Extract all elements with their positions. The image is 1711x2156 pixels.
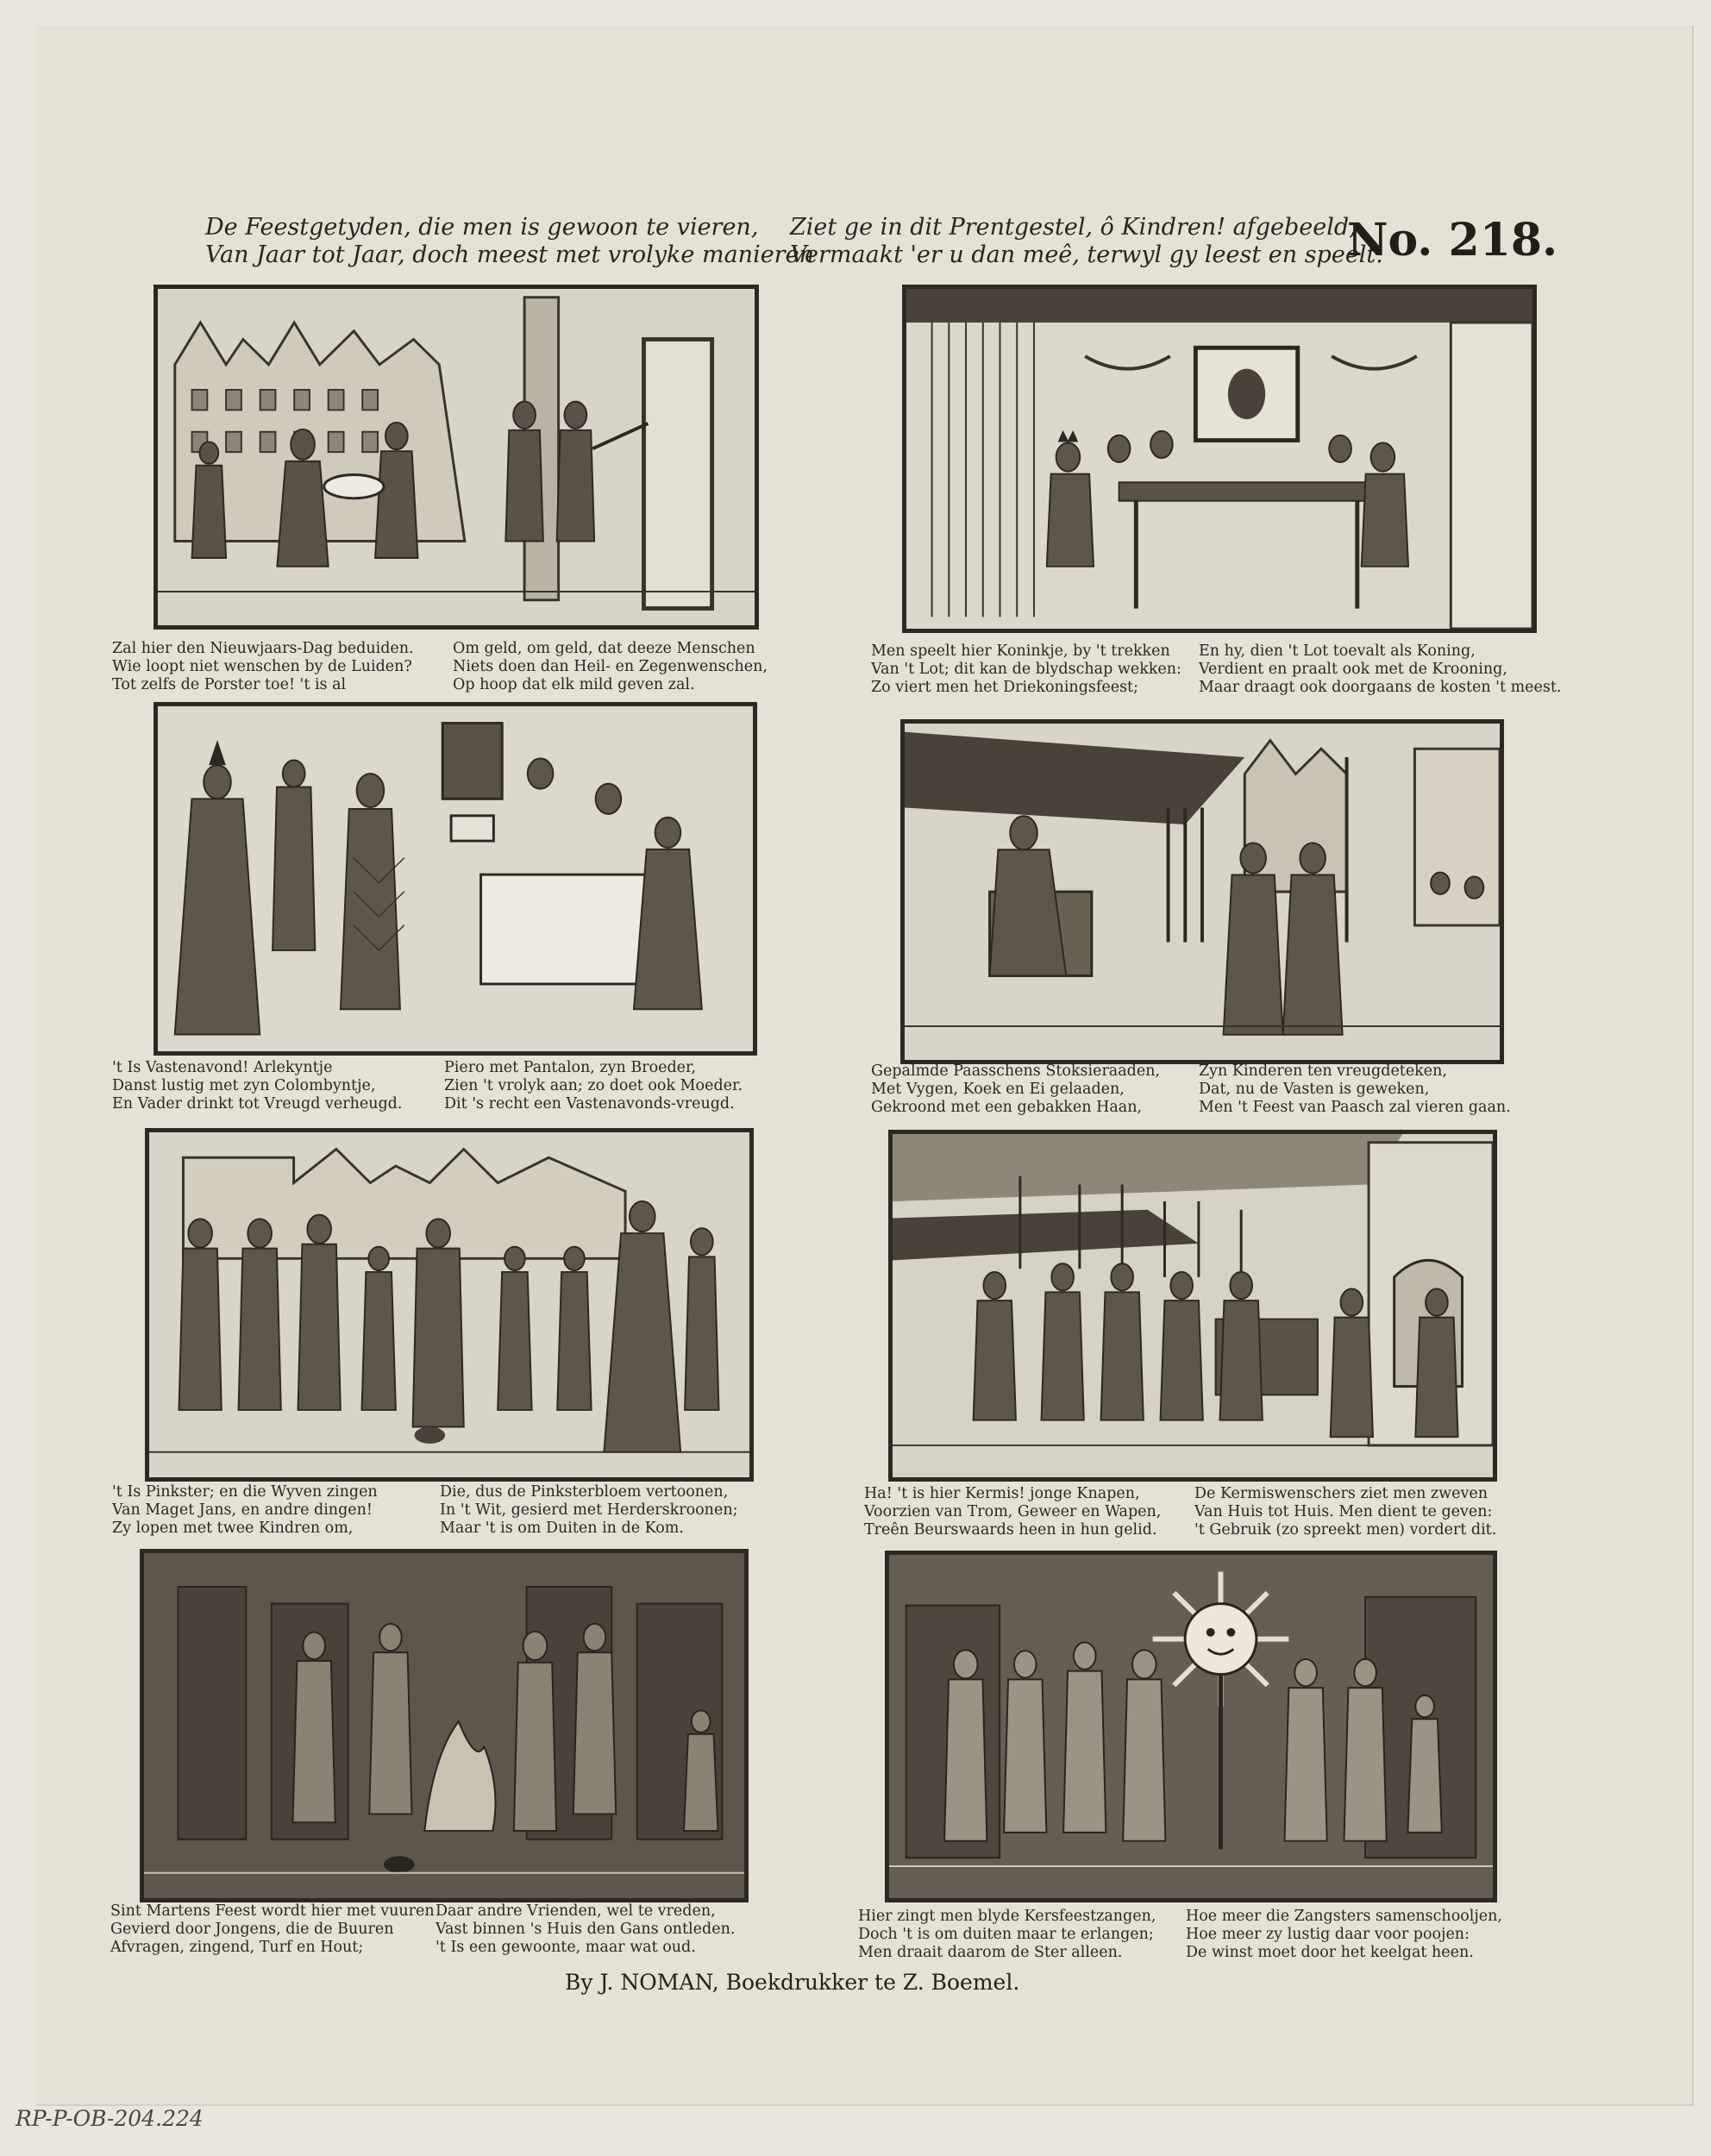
caption-line: Maar 't is om Duiten in de Kom. bbox=[440, 1520, 684, 1537]
caption-line: De winst moet door het keelgat heen. bbox=[1186, 1944, 1474, 1961]
caption-kermis-left bbox=[864, 1485, 1192, 1539]
woodcut-pentecost-illustration bbox=[149, 1132, 749, 1477]
caption-line: Met Vygen, Koek en Ei gelaaden, bbox=[871, 1081, 1125, 1098]
caption-line: Niets doen dan Heil- en Zegenwenschen, bbox=[453, 658, 768, 675]
woodcut-panel-pentecost bbox=[145, 1128, 754, 1482]
caption-kermis-right bbox=[1194, 1485, 1539, 1539]
caption-line: Op hoop dat elk mild geven zal. bbox=[453, 676, 695, 693]
caption-line: Van 't Lot; dit kan de blydschap wekken: bbox=[871, 661, 1181, 678]
caption-line: En hy, dien 't Lot toevalt als Koning, bbox=[1199, 642, 1476, 660]
caption-line: Gepalmde Paasschens Stoksieraaden, bbox=[871, 1062, 1161, 1080]
woodcut-twelfth-night-illustration bbox=[906, 289, 1532, 629]
caption-shrovetide-right bbox=[444, 1059, 772, 1113]
caption-line: Gekroond met een gebakken Haan, bbox=[871, 1099, 1143, 1116]
caption-line: Voorzien van Trom, Geweer en Wapen, bbox=[864, 1503, 1162, 1520]
caption-line: Zien 't vrolyk aan; zo doet ook Moeder. bbox=[444, 1077, 743, 1094]
woodcut-panel-saint-martin bbox=[140, 1549, 749, 1902]
sheet-number: No. 218. bbox=[1347, 214, 1558, 266]
caption-pentecost-right bbox=[440, 1483, 768, 1538]
caption-line: Hoe meer zy lustig daar voor poojen: bbox=[1186, 1926, 1470, 1943]
caption-easter-left bbox=[871, 1062, 1199, 1117]
caption-twelfth-night-right bbox=[1199, 642, 1562, 697]
caption-line: Men 't Feest van Paasch zal vieren gaan. bbox=[1199, 1099, 1511, 1116]
accession-number: RP-P-OB-204.224 bbox=[16, 2106, 204, 2131]
woodcut-panel-new-year bbox=[154, 285, 759, 630]
caption-line: Zal hier den Nieuwjaars-Dag beduiden. bbox=[112, 640, 414, 657]
caption-line: Maar draagt ook doorgaans de kosten 't meest. bbox=[1199, 679, 1562, 696]
caption-line: Zo viert men het Driekoningsfeest; bbox=[871, 679, 1138, 696]
caption-line: Danst lustig met zyn Colombyntje, bbox=[112, 1077, 376, 1094]
caption-line: Men draait daarom de Ster alleen. bbox=[858, 1944, 1123, 1961]
caption-line: Dat, nu de Vasten is geweken, bbox=[1199, 1081, 1430, 1098]
woodcut-shrovetide-illustration bbox=[158, 706, 753, 1051]
woodcut-saint-martin-illustration bbox=[144, 1553, 744, 1898]
caption-new-year-left bbox=[112, 640, 431, 694]
header-verse-left bbox=[205, 214, 814, 269]
caption-line: 't Is Vastenavond! Arlekyntje bbox=[112, 1059, 333, 1076]
caption-shrovetide-left bbox=[112, 1059, 431, 1113]
caption-line: Hoe meer die Zangsters samenschooljen, bbox=[1186, 1908, 1502, 1925]
caption-line: Dit 's recht een Vastenavonds-vreugd. bbox=[444, 1095, 735, 1112]
caption-line: In 't Wit, gesierd met Herderskroonen; bbox=[440, 1501, 738, 1519]
caption-christmas-star-left bbox=[858, 1908, 1186, 1962]
caption-saint-martin-left bbox=[110, 1902, 438, 1957]
caption-new-year-right bbox=[453, 640, 776, 694]
printer-imprint: By J. NOMAN, Boekdrukker te Z. Boemel. bbox=[565, 1970, 1020, 1995]
caption-pentecost-left bbox=[112, 1483, 440, 1538]
caption-christmas-star-right bbox=[1186, 1908, 1531, 1962]
woodcut-kermis-illustration bbox=[893, 1134, 1493, 1477]
caption-line: Doch 't is om duiten maar te erlangen; bbox=[858, 1926, 1154, 1943]
woodcut-panel-shrovetide bbox=[154, 702, 757, 1056]
caption-line: 't Gebruik (zo spreekt men) vordert dit. bbox=[1194, 1521, 1497, 1539]
woodcut-christmas-star-illustration bbox=[889, 1555, 1493, 1898]
caption-line: Daar andre Vrienden, wel te vreden, bbox=[436, 1902, 716, 1920]
woodcut-panel-twelfth-night bbox=[902, 285, 1537, 633]
caption-line: Die, dus de Pinksterbloem vertoonen, bbox=[440, 1483, 729, 1501]
header-line: De Feestgetyden, die men is gewoon te vieren, bbox=[205, 214, 759, 241]
caption-saint-martin-right bbox=[436, 1902, 763, 1957]
woodcut-panel-easter bbox=[900, 719, 1504, 1064]
caption-line: De Kermiswenschers ziet men zweven bbox=[1194, 1485, 1488, 1502]
caption-line: Vast binnen 's Huis den Gans ontleden. bbox=[436, 1921, 736, 1938]
caption-line: Men speelt hier Koninkje, by 't trekken bbox=[871, 642, 1170, 660]
caption-line: Piero met Pantalon, zyn Broeder, bbox=[444, 1059, 697, 1076]
header-line: Vermaakt 'er u dan meê, terwyl gy leest en speelt. bbox=[790, 241, 1383, 268]
caption-line: Zy lopen met twee Kindren om, bbox=[112, 1520, 354, 1537]
woodcut-easter-illustration bbox=[905, 724, 1500, 1060]
caption-line: Gevierd door Jongens, die de Buuren bbox=[110, 1921, 394, 1938]
caption-line: Van Maget Jans, en andre dingen! bbox=[112, 1501, 373, 1519]
caption-line: Zyn Kinderen ten vreugdeteken, bbox=[1199, 1062, 1447, 1080]
header-line: Van Jaar tot Jaar, doch meest met vrolyke manieren bbox=[205, 241, 814, 268]
caption-line: Tot zelfs de Porster toe! 't is al bbox=[112, 676, 347, 693]
caption-line: En Vader drinkt tot Vreugd verheugd. bbox=[112, 1095, 403, 1112]
caption-line: Afvragen, zingend, Turf en Hout; bbox=[110, 1939, 364, 1956]
caption-line: Hier zingt men blyde Kersfeestzangen, bbox=[858, 1908, 1156, 1925]
header-verse-right bbox=[790, 214, 1383, 269]
header-line: Ziet ge in dit Prentgestel, ô Kindren! afgebeeld, bbox=[790, 214, 1357, 241]
caption-line: 't Is Pinkster; en die Wyven zingen bbox=[112, 1483, 378, 1501]
caption-easter-right bbox=[1199, 1062, 1535, 1117]
woodcut-new-year-illustration bbox=[158, 289, 755, 625]
caption-line: Om geld, om geld, dat deeze Menschen bbox=[453, 640, 755, 657]
caption-line: Ha! 't is hier Kermis! jonge Knapen, bbox=[864, 1485, 1140, 1502]
woodcut-panel-kermis bbox=[888, 1130, 1497, 1482]
caption-line: 't Is een gewoonte, maar wat oud. bbox=[436, 1939, 696, 1956]
woodcut-panel-christmas-star bbox=[885, 1551, 1497, 1902]
caption-line: Verdient en praalt ook met de Krooning, bbox=[1199, 661, 1507, 678]
caption-twelfth-night-left bbox=[871, 642, 1190, 697]
caption-line: Sint Martens Feest wordt hier met vuuren bbox=[110, 1902, 435, 1920]
caption-line: Van Huis tot Huis. Men dient te geven: bbox=[1194, 1503, 1493, 1520]
caption-line: Wie loopt niet wenschen by de Luiden? bbox=[112, 658, 412, 675]
caption-line: Treên Beurswaards heen in hun gelid. bbox=[864, 1521, 1157, 1539]
